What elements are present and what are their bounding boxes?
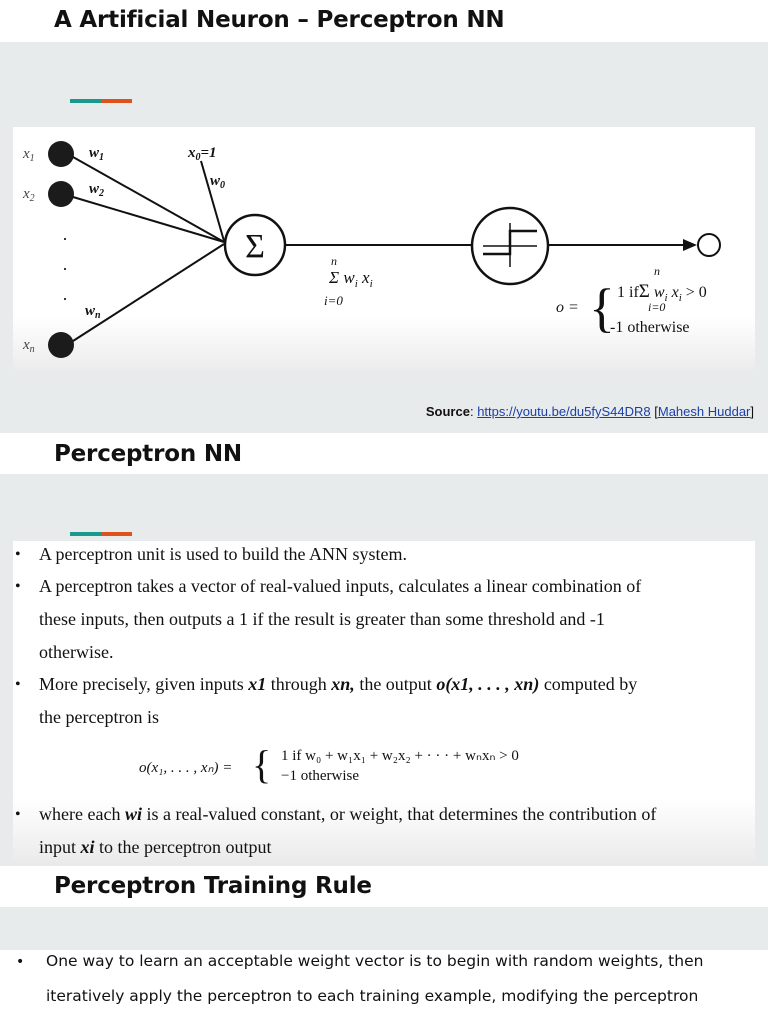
accent-orange-segment [101,99,132,103]
text-run-emph: xn, [331,674,355,694]
text-line: iteratively apply the perceptron to each training example, modifying the perceptron [46,987,699,1005]
text-line: these inputs, then outputs a 1 if the result is greater than some threshold and -1 [39,609,605,629]
text-line: A perceptron takes a vector of real-valued inputs, calculates a linear combination of [39,576,642,596]
source-bracket-close: ] [750,404,754,419]
edge-x2 [73,197,224,242]
slide1-title: A Artificial Neuron – Perceptron NN [54,7,505,33]
text-run: to the perceptron output [94,837,272,857]
output-o-label: o = [556,299,579,316]
source-bracket-open: [ [650,404,658,419]
weight-label-w2: $w_2$ [89,181,105,199]
input-label-x1: $x_1$ [23,146,35,164]
formula-case1: 1 if w₀ + w₁x₁ + w₂x₂ + · · · + wₙxₙ > 0 [281,748,519,764]
output-case1-lower: i=0 [648,300,666,314]
text-run: where each [39,804,125,824]
text-run-emph: x1 [248,674,267,694]
output-case1-upper: n [654,264,660,278]
text-line: A perceptron unit is used to build the ANN system. [39,544,407,564]
sum-upper-limit: n [331,254,337,268]
bias-input-label: $x_0=1$ [188,145,217,163]
text-line [39,837,271,858]
text-line: One way to learn an acceptable weight vector is to begin with random weights, then [46,952,704,970]
source-label: Source [425,404,470,419]
input-label-x2: $x_2$ [23,186,35,204]
edge-x1 [73,157,224,242]
input-node-x1 [48,141,74,167]
output-brace: { [589,278,615,338]
text-run-emph: o(x1, . . . , xn) [436,674,540,694]
edge-xn [73,244,224,341]
ellipsis-dot: · [62,289,68,309]
weight-label-w1: $w_1$ [89,145,105,163]
text-run: More precisely, given inputs [39,674,249,694]
accent-teal-segment [70,99,101,103]
source-colon: : [469,404,478,419]
slide1-accent-line [70,99,132,103]
perceptron-output-formula [13,743,755,787]
weight-label-w0: $w_0$ [210,173,226,191]
slide2-title: Perceptron NN [54,441,242,467]
bullet: • [15,546,21,563]
text-run: input [39,837,81,857]
output-arrowhead-icon [683,239,697,251]
text-run: the output [354,674,437,694]
formula-case2: −1 otherwise [281,768,360,784]
source-link[interactable]: https://youtu.be/du5fyS44DR8 [477,404,651,419]
bullet: • [16,954,25,970]
input-node-xn [48,332,74,358]
output-case2: -1 otherwise [610,319,690,336]
formula-lhs: o(x₁, . . . , xₙ) = [139,760,233,776]
bullet: • [15,806,21,823]
text-line [39,804,656,825]
text-run-emph: wi [124,804,142,824]
text-run: computed by [539,674,638,694]
output-node [698,234,720,256]
text-line: the perceptron is [39,707,159,727]
text-line [39,674,637,695]
perceptron-diagram-svg [13,127,755,370]
output-case1: 1 ifΣ $w_i$ $x_i > 0$ [617,281,707,304]
slide2-accent-line [70,532,132,536]
text-run-emph: xi [80,837,95,857]
ellipsis-dot: · [62,229,68,249]
slide3-title: Perceptron Training Rule [54,873,372,899]
bullet: • [15,578,21,595]
ellipsis-dot: · [62,259,68,279]
source-author-link[interactable]: Mahesh Huddar [657,404,751,419]
text-line: otherwise. [39,642,114,662]
weight-label-wn: $w_n$ [85,303,101,321]
accent-teal-segment [70,532,101,536]
text-run: is a real-valued constant, or weight, that determines the contribution of [141,804,657,824]
sigma-symbol: Σ [245,228,265,265]
training-rule-text [0,950,768,1024]
input-label-xn: $x_n$ [23,337,35,355]
sum-expression: Σ $w_i$ $x_i$ [329,268,373,290]
sum-lower-limit: i=0 [324,293,343,308]
input-node-x2 [48,181,74,207]
perceptron-diagram [13,127,755,370]
perceptron-description [13,541,755,862]
text-run: through [266,674,332,694]
source-citation [426,404,754,419]
accent-orange-segment [101,532,132,536]
formula-brace: { [252,743,272,787]
bullet: • [15,676,21,693]
